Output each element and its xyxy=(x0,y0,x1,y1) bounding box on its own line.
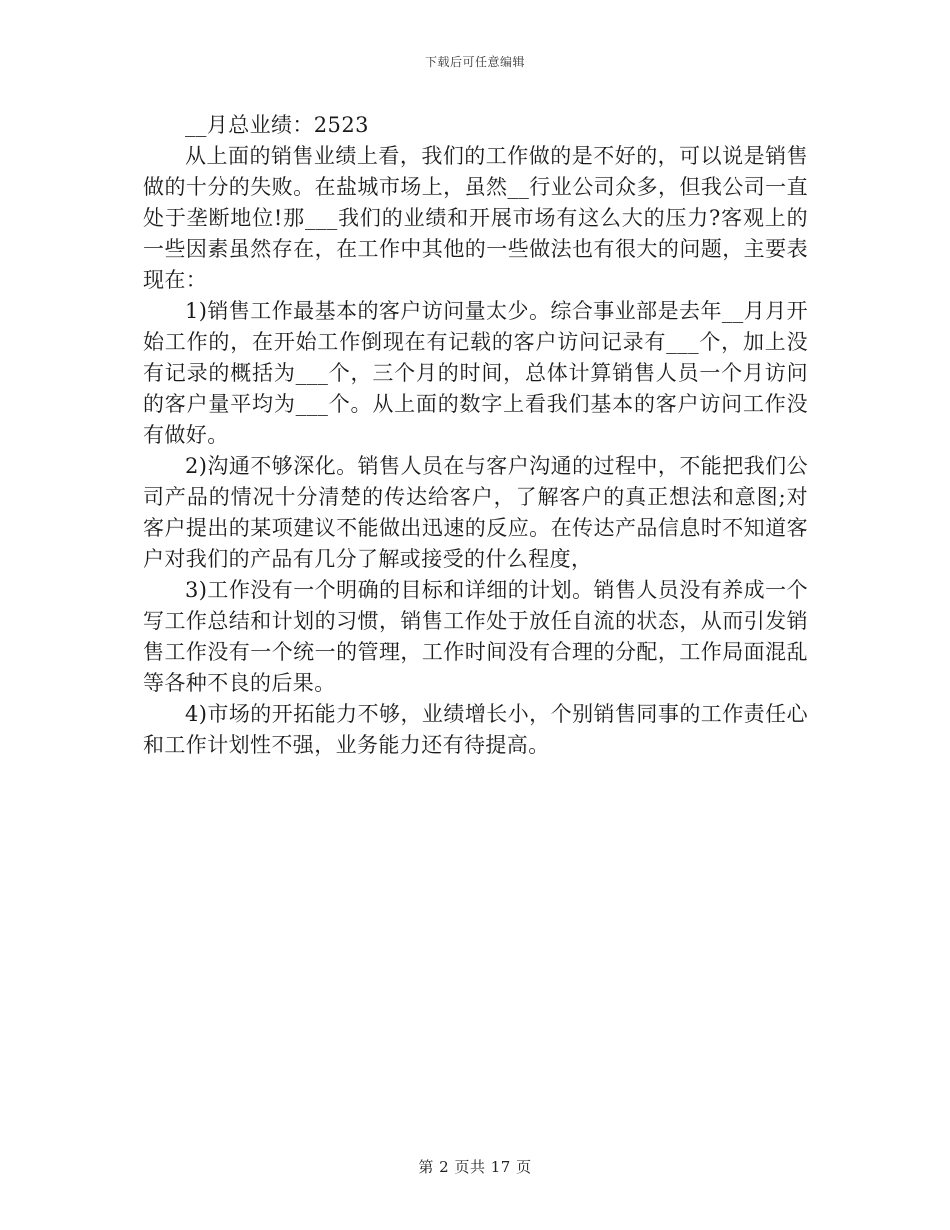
document-body xyxy=(143,110,808,761)
point-2-paragraph: 2)沟通不够深化。销售人员在与客户沟通的过程中，不能把我们公司产品的情况十分清楚的传达给客户，了解客户的真正想法和意图;对客户提出的某项建议不能做出迅速的反应。在传达产品信息时不知道客户对我们的产品有几分了解或接受的什么程度， xyxy=(143,454,808,571)
point-3-paragraph: 3)工作没有一个明确的目标和详细的计划。销售人员没有养成一个写工作总结和计划的习惯，销售工作处于放任自流的状态，从而引发销售工作没有一个统一的管理，工作时间没有合理的分配，工作局面混乱等各种不良的后果。 xyxy=(143,578,808,695)
page-number-footer: 第 2 页共 17 页 xyxy=(418,1158,532,1176)
sales-total-line: __月总业绩：2523 xyxy=(185,113,369,137)
point-1-paragraph: 1)销售工作最基本的客户访问量太少。综合事业部是去年__月月开始工作的，在开始工作倒现在有记载的客户访问记录有___个，加上没有记录的概括为___个，三个月的时间，总体计算销售人员一个月访问的客户量平均为___个。从上面的数字上看我们基本的客户访问工作没有做好。 xyxy=(143,299,808,447)
point-4-paragraph: 4)市场的开拓能力不够，业绩增长小，个别销售同事的工作责任心和工作计划性不强，业务能力还有待提高。 xyxy=(143,702,808,757)
intro-paragraph: 从上面的销售业绩上看，我们的工作做的是不好的，可以说是销售做的十分的失败。在盐城市场上，虽然__行业公司众多，但我公司一直处于垄断地位!那___我们的业绩和开展市场有这么大的压力?客观上的一些因素虽然存在，在工作中其他的一些做法也有很大的问题，主要表现在： xyxy=(143,144,808,292)
page-header: 下载后可任意编辑 xyxy=(424,55,525,69)
